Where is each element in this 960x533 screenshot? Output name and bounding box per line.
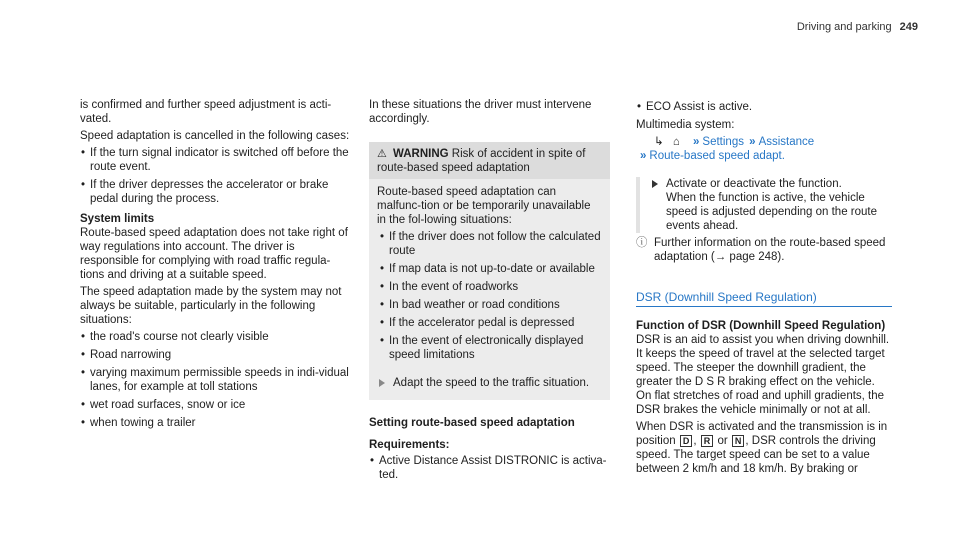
warning-action-text: Adapt the speed to the traffic situation.	[393, 377, 590, 389]
requirements-list	[369, 454, 610, 482]
cancel-cases-list	[80, 146, 352, 206]
paragraph-situations: The speed adaptation made by the system may not always be suitable, particularly in the following situations:	[80, 286, 342, 326]
warning-body	[369, 179, 610, 400]
list-item: • In the event of roadworks	[379, 280, 602, 294]
eco-list	[636, 100, 892, 114]
or-text: or	[717, 435, 728, 447]
warning-label: WARNING	[393, 148, 449, 160]
dsr-function-heading: Function of DSR (Downhill Speed Regulation)	[636, 320, 886, 332]
list-item: • Road narrowing	[80, 348, 352, 362]
list-item: • In the event of electronically displayed speed limitations	[379, 334, 602, 362]
setting-heading: Setting route-based speed adaptation	[369, 417, 575, 429]
activate-instruction	[650, 177, 892, 191]
system-limits-text: Route-based speed adaptation does not take right of way regulations into account. The driver is responsible for complying with road traffic regula-tions and driving at a suitable speed.	[80, 227, 348, 281]
paragraph-confirm: is confirmed and further speed adjustment is acti-vated.	[80, 99, 332, 125]
list-item: • In bad weather or road conditions	[379, 298, 602, 312]
dsr-p2-end: , DSR controls the driving speed. The target speed can be set to a value between 2 km/h and 18 km/h. By braking or	[636, 435, 876, 475]
column-1	[80, 98, 352, 434]
list-item: • the road's course not clearly visible	[80, 330, 352, 344]
page-number: 249	[899, 21, 918, 33]
chevron-right-icon: »	[640, 150, 646, 162]
list-item: • If the driver does not follow the calculated route	[379, 230, 602, 258]
warning-list	[379, 230, 602, 362]
nav-settings: Settings	[702, 136, 744, 148]
info-note	[636, 236, 892, 264]
info-text: Further information on the route-based speed adaptation (→ page 248).	[654, 237, 886, 263]
warning-text: Route-based speed adaptation can malfunc-tion or be temporarily unavailable in the fol-lowing situations:	[377, 186, 591, 226]
dsr-paragraph-2	[636, 420, 892, 476]
home-icon: ⌂	[672, 136, 680, 148]
warning-triangle-icon: ⚠	[377, 148, 387, 160]
list-item: • wet road surfaces, snow or ice	[80, 398, 352, 412]
list-item: • If the accelerator pedal is depressed	[379, 316, 602, 330]
nav-assistance: Assistance	[758, 136, 815, 148]
warning-header	[369, 142, 610, 179]
list-item: • Active Distance Assist DISTRONIC is activa-ted.	[369, 454, 610, 482]
nav-path-line-1	[636, 135, 892, 149]
multimedia-label: Multimedia system:	[636, 119, 735, 131]
list-item: • when towing a trailer	[80, 416, 352, 430]
requirements-heading: Requirements:	[369, 439, 450, 451]
nav-start-icon: ↳	[654, 136, 664, 148]
column-3	[636, 98, 892, 479]
dsr-paragraph-1: DSR is an aid to assist you when driving downhill. It keeps the speed of travel at the selected target speed. The steeper the downhill gradient, the greater the D S R braking effect on the vehicle. On flat stretches of road and uphill gradients, the DSR brakes the vehicle minimally or not at all.	[636, 334, 890, 416]
gear-n-key-icon: N	[732, 435, 745, 447]
dsr-section-heading: DSR (Downhill Speed Regulation)	[636, 290, 892, 307]
page-header	[797, 20, 918, 34]
nav-path-line-2	[636, 149, 892, 163]
chevron-right-icon: »	[693, 136, 699, 148]
comma: ,	[693, 435, 697, 447]
nav-route-based: Route-based speed adapt.	[649, 150, 785, 162]
dsr-p2-start: When DSR is activated and the transmission is in position	[636, 421, 888, 447]
action-arrow-icon	[652, 180, 658, 188]
gear-d-key-icon: D	[680, 435, 693, 447]
activate-title: Activate or deactivate the function.	[666, 178, 842, 190]
situations-list	[80, 330, 352, 430]
column-2	[369, 98, 610, 486]
info-icon: ⓘ	[636, 237, 648, 249]
warning-box	[369, 142, 610, 400]
list-item: • If the turn signal indicator is switched off before the route event.	[80, 146, 352, 174]
action-arrow-icon	[379, 379, 385, 387]
system-limits-heading: System limits	[80, 213, 155, 225]
warning-title: Risk of accident in spite of route-based speed adaptation	[377, 148, 586, 174]
paragraph-intervene: In these situations the driver must intervene accordingly.	[369, 99, 592, 125]
list-item: • varying maximum permissible speeds in indi-vidual lanes, for example at toll stations	[80, 366, 352, 394]
list-item: • If map data is not up-to-date or available	[379, 262, 602, 276]
paragraph-cancelled: Speed adaptation is cancelled in the following cases:	[80, 130, 350, 142]
activate-block	[636, 177, 892, 233]
activate-text: When the function is active, the vehicle speed is adjusted depending on the route events ahead.	[666, 192, 877, 232]
header-section: Driving and parking	[796, 21, 892, 33]
chevron-right-icon: »	[749, 136, 755, 148]
list-item: • If the driver depresses the accelerator or brake pedal during the process.	[80, 178, 352, 206]
warning-action	[377, 376, 602, 390]
gear-r-key-icon: R	[701, 435, 714, 447]
list-item: • ECO Assist is active.	[636, 100, 892, 114]
